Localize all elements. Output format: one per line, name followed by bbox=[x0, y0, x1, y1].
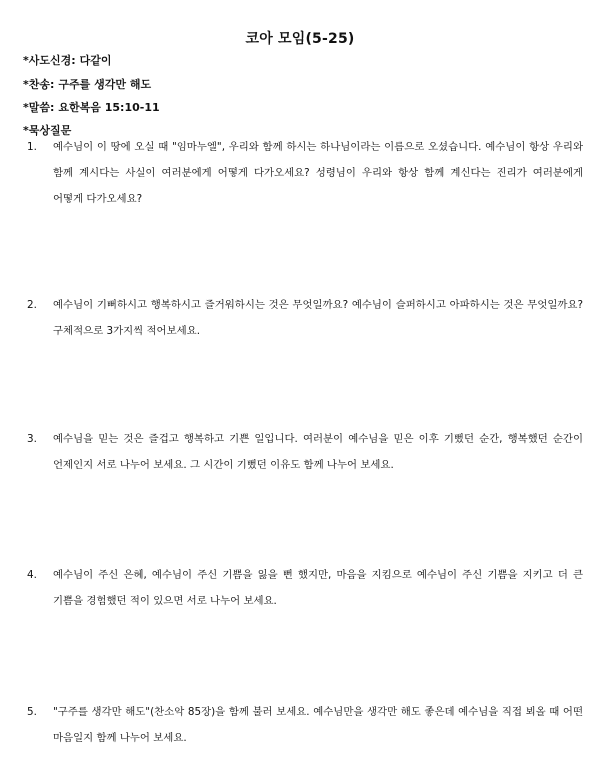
question-text: "구주를 생각만 해도"(찬소악 85장)을 함께 불러 보세요. 예수님만을 생각만 해도 좋은데 예수님을 직접 뵈올 때 어떤 마음일지 함께 나누어 보세요. bbox=[53, 706, 583, 744]
question-item bbox=[23, 699, 583, 751]
question-item bbox=[23, 426, 583, 478]
page-title: 코아 모임(5-25) bbox=[245, 31, 355, 47]
question-number: 5. bbox=[27, 706, 37, 718]
question-text: 예수님이 이 땅에 오실 때 "임마누엘", 우리와 함께 하시는 하나님이라는 이름으로 오셨습니다. 예수님이 항상 우리와 함께 계시다는 사실이 여러분에게 어떻게 다가오세요? 성령님이 우리와 항상 함께 계신다는 진리가 여러분에게 어떻게 다가오세요? bbox=[53, 141, 583, 205]
question-number: 1. bbox=[27, 141, 37, 153]
question-text: 예수님이 기뻐하시고 행복하시고 즐거워하시는 것은 무엇일까요? 예수님이 슬퍼하시고 아파하시는 것은 무엇일까요? 구체적으로 3가지씩 적어보세요. bbox=[53, 299, 583, 337]
hymn-label: *찬송: bbox=[23, 78, 55, 91]
confession-value: 다같이 bbox=[79, 54, 112, 67]
scripture-label: *말씀: bbox=[23, 101, 55, 114]
scripture-line bbox=[23, 99, 160, 115]
question-number: 2. bbox=[27, 299, 37, 311]
confession-label: *사도신경: bbox=[23, 54, 76, 67]
hymn-value: 구주를 생각만 해도 bbox=[58, 78, 152, 91]
question-text: 예수님이 주신 은혜, 예수님이 주신 기쁨을 잃을 뻔 했지만, 마음을 지킴으로 예수님이 주신 기쁨을 지키고 더 큰 기쁨을 경험했던 적이 있으면 서로 나누어 보세요. bbox=[53, 569, 583, 607]
question-item bbox=[23, 562, 583, 614]
question-number: 4. bbox=[27, 569, 37, 581]
scripture-value: 요한복음 15:10-11 bbox=[58, 101, 160, 114]
question-number: 3. bbox=[27, 433, 37, 445]
question-item bbox=[23, 134, 583, 212]
meditation-heading: *묵상질문 bbox=[23, 124, 72, 137]
question-item bbox=[23, 292, 583, 344]
hymn-line bbox=[23, 76, 151, 92]
confession-line bbox=[23, 52, 112, 68]
question-text: 예수님을 믿는 것은 즐겁고 행복하고 기쁜 일입니다. 여러분이 예수님을 믿은 이후 기뻤던 순간, 행복했던 순간이 언제인지 서로 나누어 보세요. 그 시간이 기뻤던 이유도 함께 나누어 보세요. bbox=[53, 433, 583, 471]
